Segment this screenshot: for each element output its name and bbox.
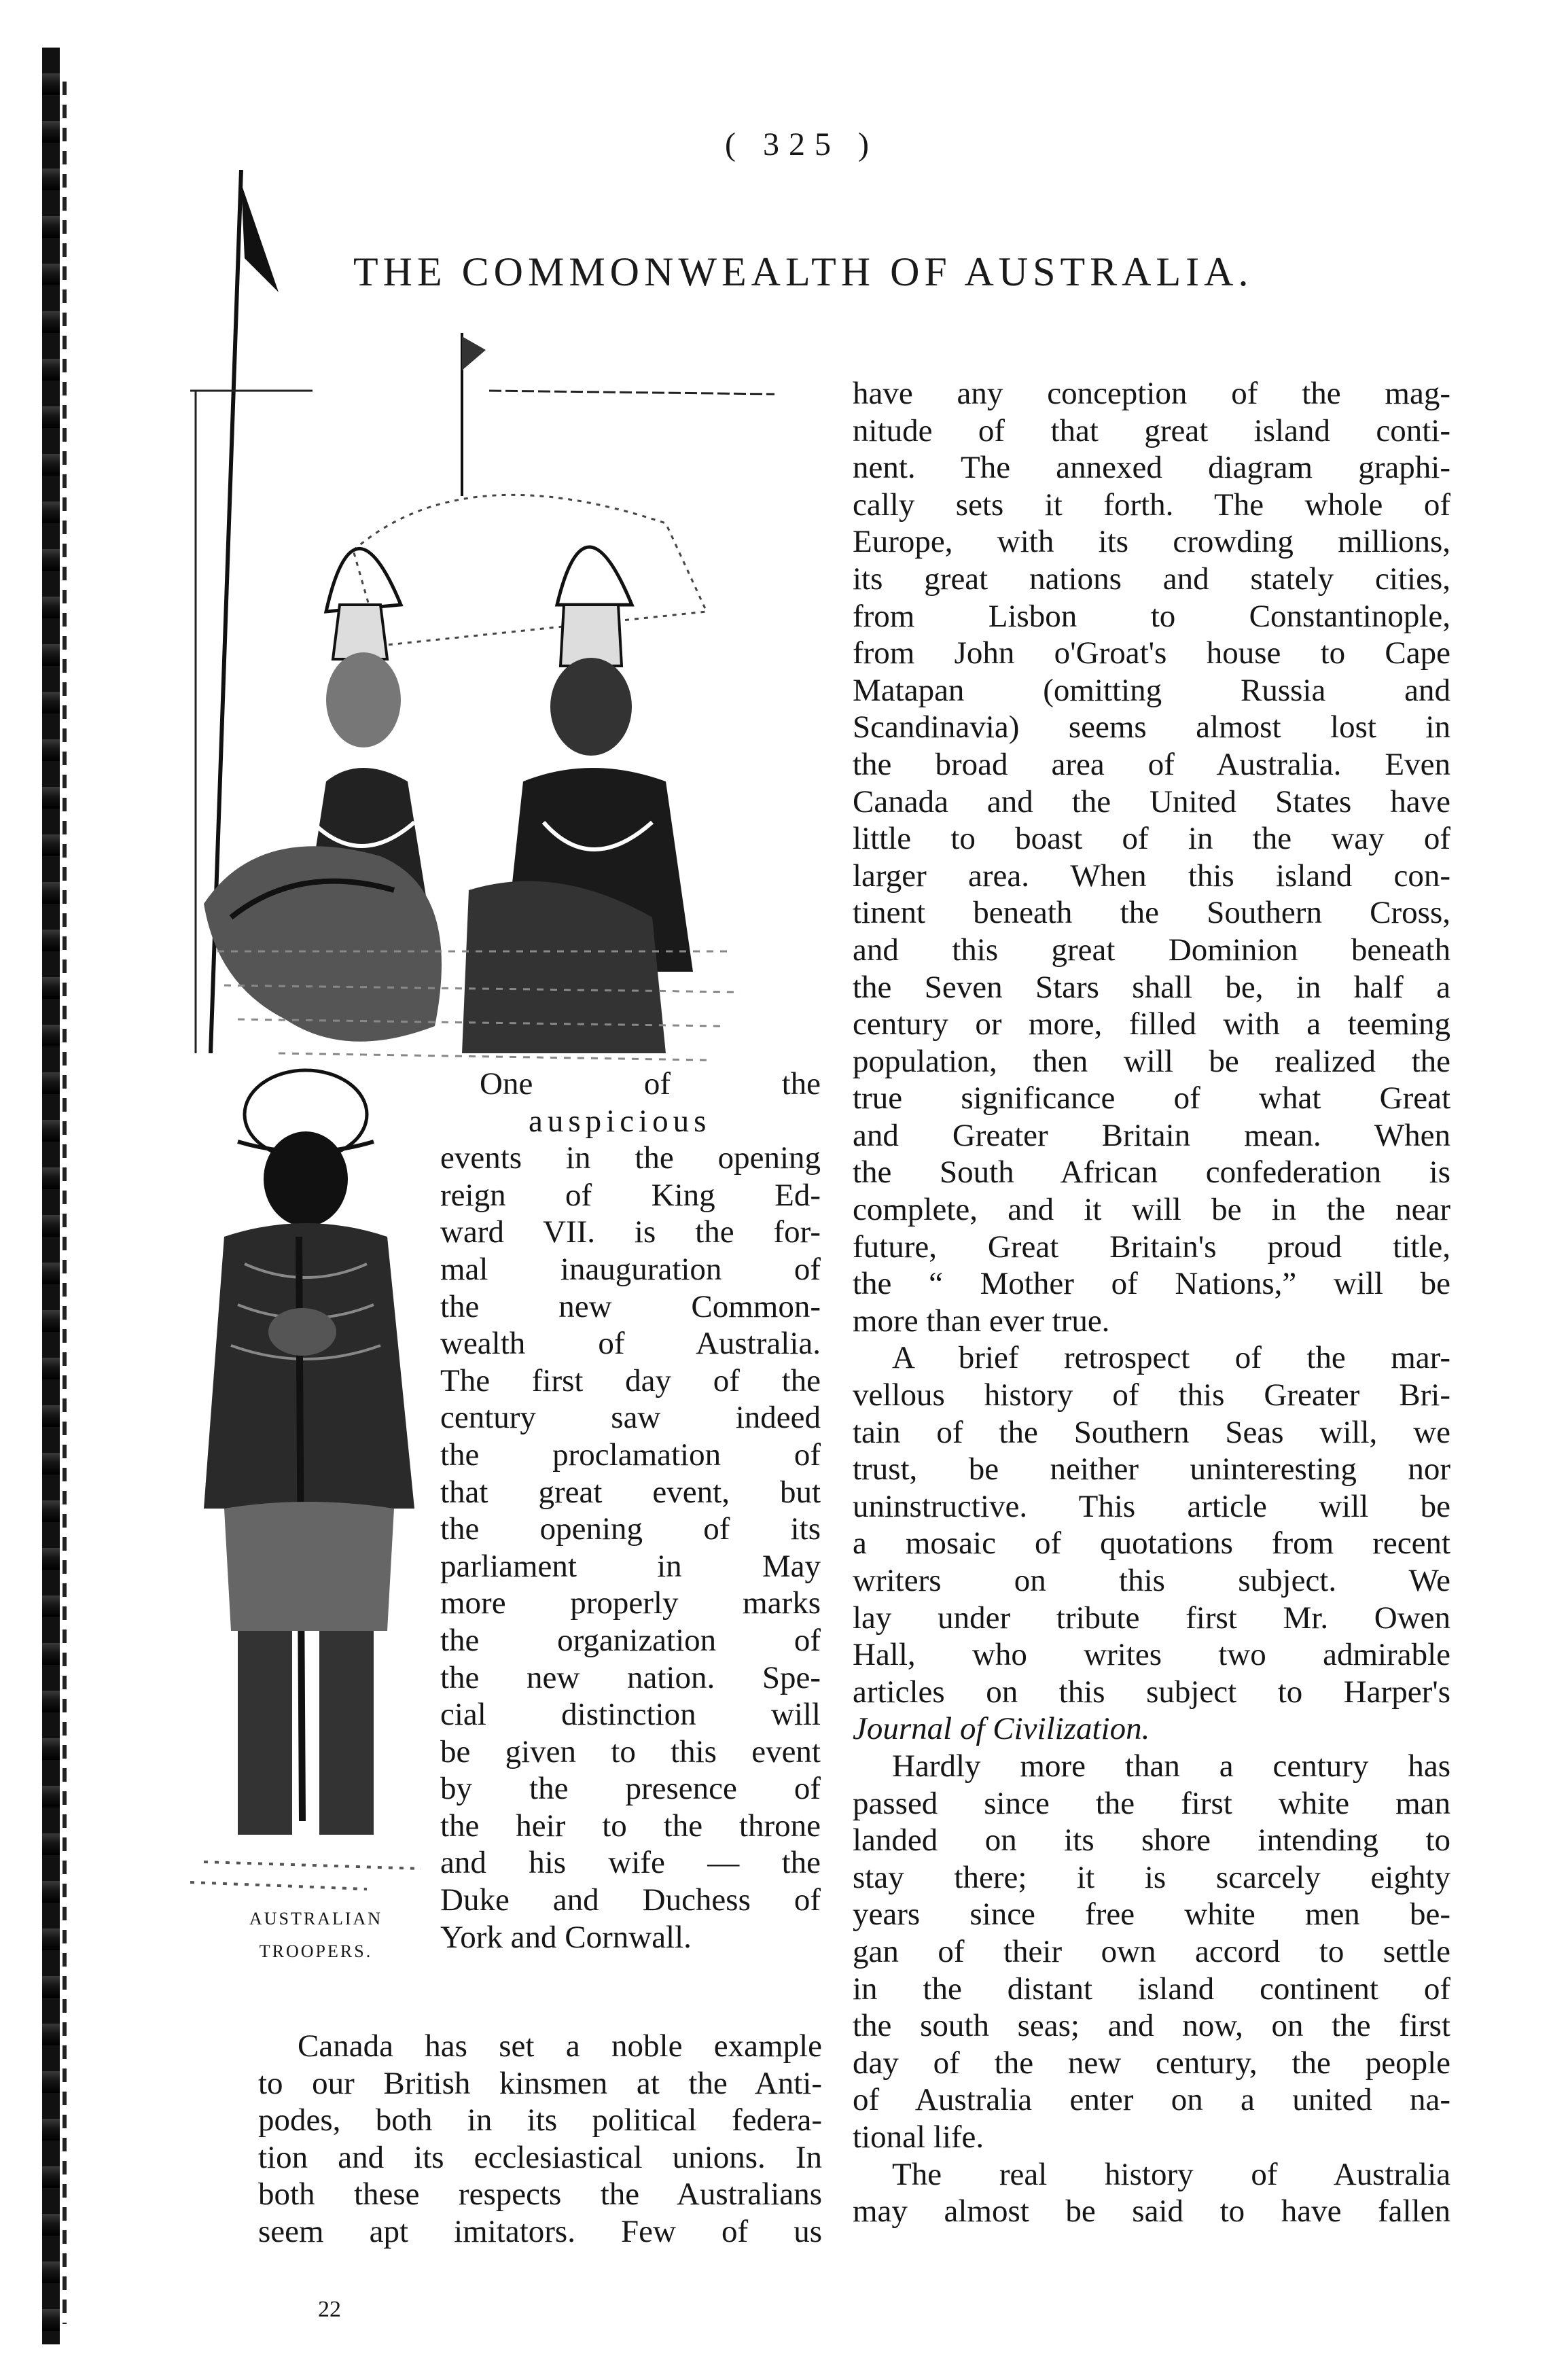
text-line: tional life. [853,2119,984,2155]
text-line: passed since the first white man [853,1785,1450,1821]
text-line: the proclamation of [440,1437,821,1473]
text-line: Duke and Duchess of [440,1882,821,1918]
text-line: years since free white men be- [853,1897,1450,1933]
text-line: century or more, filled with a teeming [853,1006,1450,1042]
text-line: the “ Mother of Nations,” will be [853,1266,1450,1302]
scan-edge-speckle [63,82,67,2324]
text-line: podes, both in its political federa- [258,2102,822,2138]
caption-line: TROOPERS. [259,1941,373,1961]
text-line: gan of their own accord to settle [853,1933,1450,1969]
text-line: that great event, but [440,1474,821,1510]
text-line: and Greater Britain mean. When [853,1117,1450,1153]
inner-text-column [440,1065,821,1956]
page-number: ( 325 ) [725,126,878,162]
text-line: future, Great Britain's proud title, [853,1229,1450,1265]
text-line: from Lisbon to Constantinople, [853,598,1450,634]
text-line: Hardly more than a century has [892,1748,1450,1784]
text-line: parliament in May [440,1548,821,1584]
text-line: more than ever true. [853,1303,1110,1339]
text-line: A brief retrospect of the mar- [892,1340,1450,1376]
text-line: cial distinction will [440,1697,821,1733]
text-line: the opening of its [440,1511,821,1547]
text-line: cally sets it forth. The whole of [853,487,1450,523]
caption-line: AUSTRALIAN [249,1909,383,1928]
text-line: from John o'Groat's house to Cape [853,635,1450,671]
text-line: the South African confederation is [853,1155,1450,1191]
mounted-troopers-illustration [177,170,788,1087]
text-line: century saw indeed [440,1400,821,1436]
text-line: of Australia enter on a united na- [853,2082,1450,2118]
text-line: the new nation. Spe- [440,1659,821,1695]
text-line: wealth of Australia. [440,1326,821,1362]
text-line: Journal of Civilization. [853,1711,1150,1747]
text-line: events in the opening [440,1140,821,1176]
text-line: The first day of the [440,1362,821,1398]
text-line: the new Common- [440,1288,821,1324]
text-line: auspicious [529,1103,711,1139]
text-line: population, then will be realized the [853,1043,1450,1079]
text-line: reign of King Ed- [440,1177,821,1213]
text-line: uninstructive. This article will be [853,1488,1450,1524]
text-line: the south seas; and now, on the first [853,2008,1450,2044]
text-line: the broad area of Australia. Even [853,746,1450,782]
text-line: Canada and the United States have [853,783,1450,820]
text-line: mal inauguration of [440,1251,821,1287]
text-line: little to boast of in the way of [853,821,1450,857]
text-line: ward VII. is the for- [440,1214,821,1250]
text-line: trust, be neither uninteresting nor [853,1451,1450,1487]
text-line: vellous history of this Greater Bri- [853,1377,1450,1413]
text-line: and this great Dominion beneath [853,932,1450,968]
text-line: be given to this event [440,1733,821,1769]
left-text-column [258,2028,822,2251]
text-line: York and Cornwall. [440,1919,692,1955]
text-line: writers on this subject. We [853,1563,1450,1598]
page-title: THE COMMONWEALTH OF AUSTRALIA. [353,249,1253,294]
text-line: Europe, with its crowding millions, [853,524,1450,560]
text-line: true significance of what Great [853,1080,1450,1116]
text-line: complete, and it will be in the near [853,1192,1450,1228]
text-line: lay under tribute first Mr. Owen [853,1600,1450,1636]
text-line: The real history of Australia [892,2156,1450,2192]
text-line: by the presence of [440,1771,821,1807]
text-line: tinent beneath the Southern Cross, [853,895,1450,931]
text-line: landed on its shore intending to [853,1822,1450,1859]
text-line: tion and its ecclesiastical unions. In [258,2139,822,2175]
text-line: One of the [480,1066,821,1102]
text-line: Hall, who writes two admirable [853,1637,1450,1673]
text-line: day of the new century, the people [853,2045,1450,2081]
scan-edge [42,48,60,2344]
text-line: tain of the Southern Seas will, we [853,1414,1450,1450]
text-line: both these respects the Australians [258,2177,822,2213]
text-line: the heir to the throne [440,1808,821,1844]
text-line: and his wife — the [440,1845,821,1881]
text-line: more properly marks [440,1585,821,1621]
text-line: Canada has set a noble example [298,2028,822,2064]
text-line: larger area. When this island con- [853,858,1450,894]
text-line: Scandinavia) seems almost lost in [853,709,1450,745]
text-line: nent. The annexed diagram graphi- [853,450,1450,486]
illustration-caption [204,1903,428,1968]
text-line: its great nations and stately cities, [853,561,1450,597]
standing-trooper-illustration [163,1060,455,1903]
text-line: may almost be said to have fallen [853,2194,1450,2230]
text-line: have any conception of the mag- [853,376,1450,411]
text-line: Matapan (omitting Russia and [853,672,1450,708]
right-text-column [853,375,1450,2230]
signature-mark: 22 [318,2297,341,2322]
text-line: the organization of [440,1622,821,1658]
text-line: the Seven Stars shall be, in half a [853,969,1450,1005]
text-line: stay there; it is scarcely eighty [853,1859,1450,1895]
text-line: to our British kinsmen at the Anti- [258,2065,822,2101]
text-line: nitude of that great island conti- [853,412,1450,448]
text-line: a mosaic of quotations from recent [853,1526,1450,1562]
text-line: articles on this subject to Harper's [853,1674,1450,1710]
text-line: seem apt imitators. Few of us [258,2213,822,2249]
text-line: in the distant island continent of [853,1971,1450,2007]
